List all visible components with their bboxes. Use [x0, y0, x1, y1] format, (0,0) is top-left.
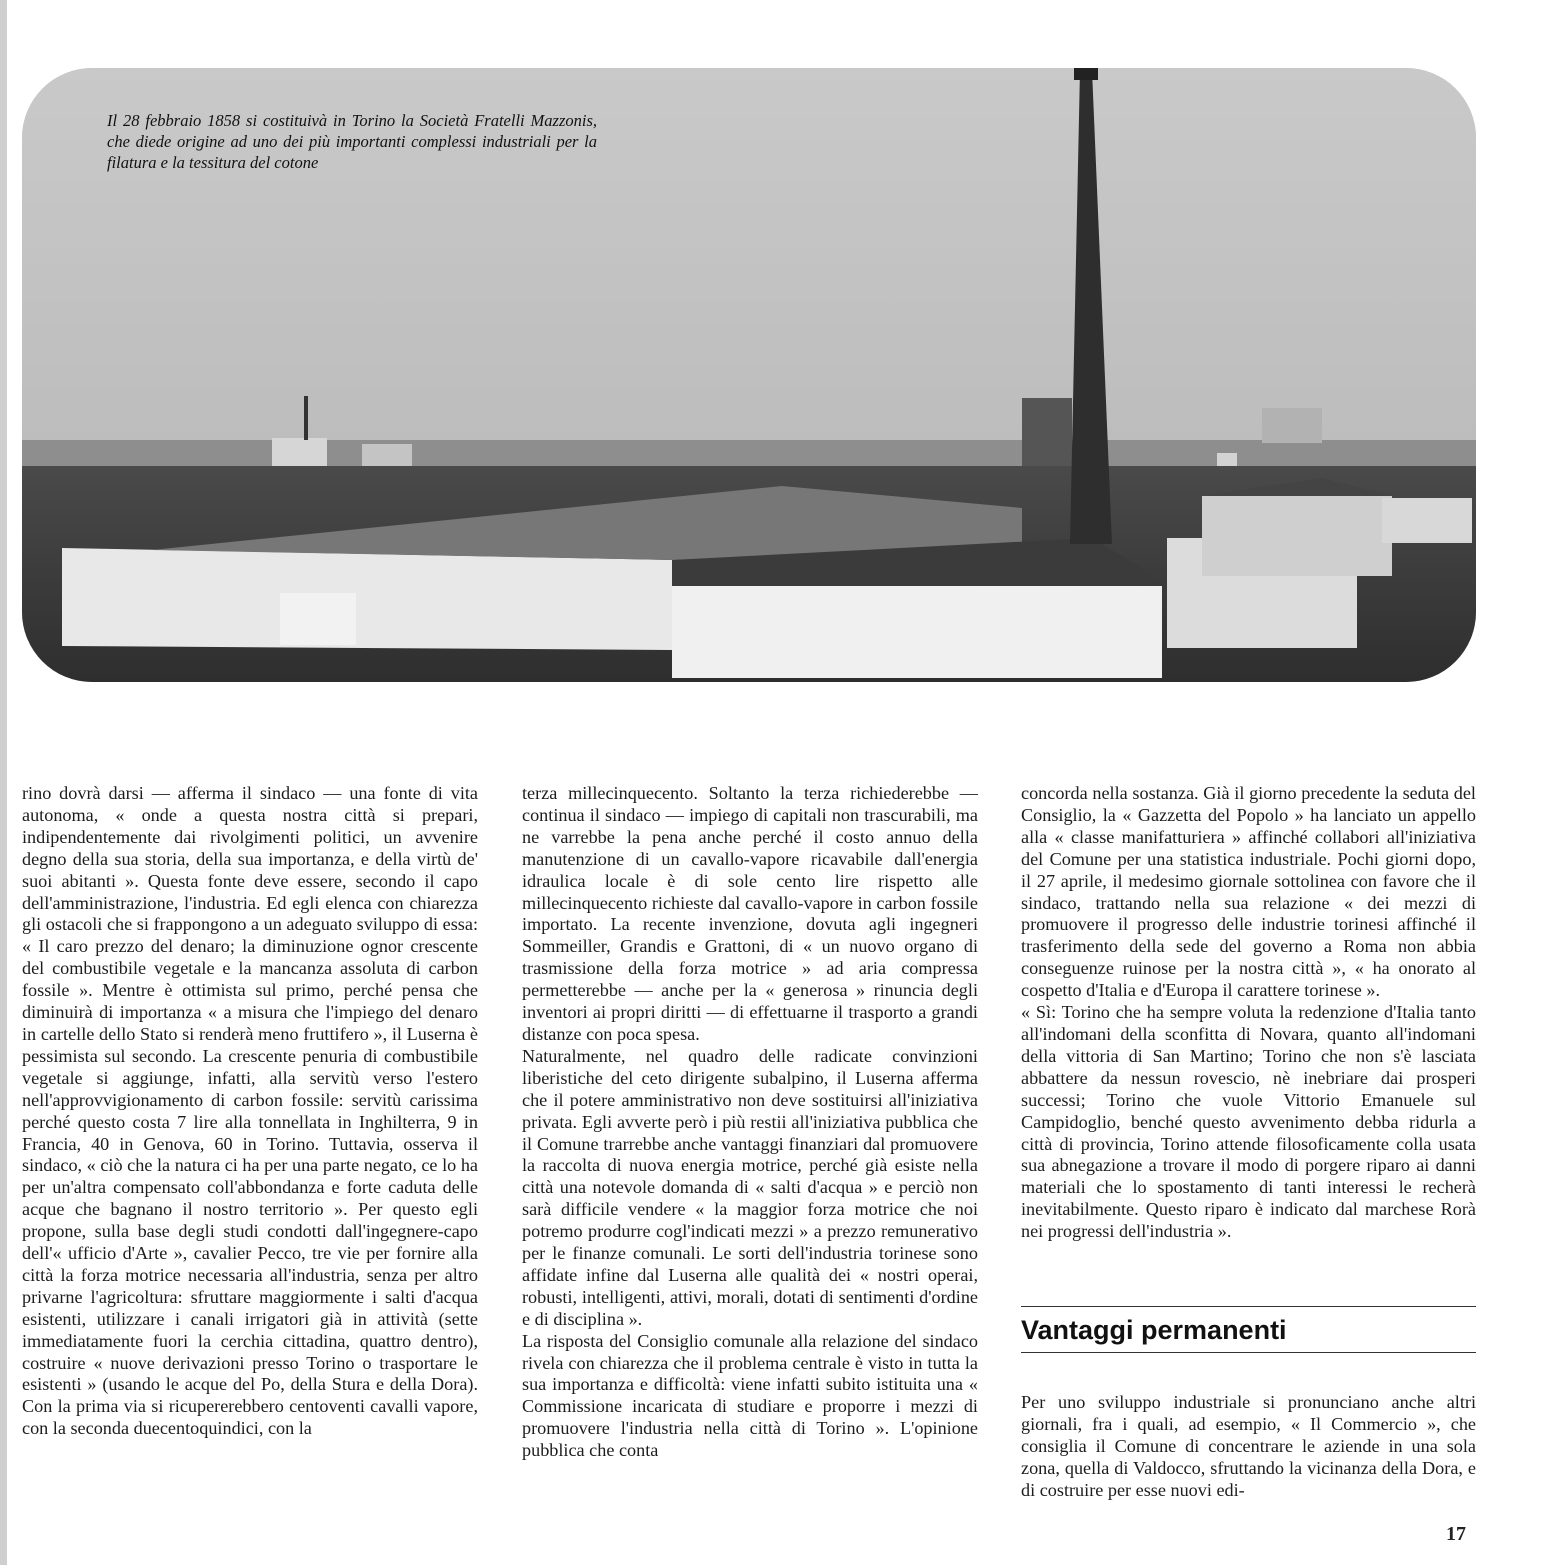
heading-rule-top: [1021, 1306, 1476, 1307]
page-edge: [0, 0, 7, 1565]
page-number: 17: [1446, 1523, 1466, 1545]
factory-photo: [22, 68, 1476, 682]
column-2-paragraph-2: Naturalmente, nel quadro delle radicate convinzioni liberistiche del ceto dirigente subalpino, il Luserna afferma che il potere amministrativo non deve sostituirsi all'iniziativa privata. Egli avverte però i più restii all'iniziativa pubblica che il Comune trarrebbe anche vantaggi finanziari dal promuovere la raccolta di nuova energia motrice, perché già esiste nella città una notevole domanda di « salti d'acqua » e perciò non sarà difficile vendere « la maggior forza motrice che noi potremo produrre cogl'indicati mezzi » a prezzo remunerativo per le finanze comunali. Le sorti dell'industria torinese sono affidate infine dal Luserna alle qualità dei « nostri operai, robusti, intelligenti, attivi, morali, dotati di sentimenti d'ordine e di disciplina ».: [522, 1045, 978, 1329]
caption-text: Il 28 febbraio 1858 si costituivà in Torino la Società Fratelli Mazzonis, che diede origine ad uno dei più importanti complessi industriali per la filatura e la tessitura del cotone: [107, 111, 597, 172]
article-column-1: [22, 783, 478, 1440]
photo-caption: [107, 110, 597, 173]
section-heading: Vantaggi permanenti: [1021, 1315, 1287, 1345]
article-column-3: [1021, 783, 1476, 1243]
column-2-paragraph-1: terza millecinquecento. Soltanto la terza richiederebbe — continua il sindaco — impiego di capitali non trascurabili, ma ne varrebbe la pena anche perché il costo annuo della manutenzione di un cavallo-vapore ricavabile dall'energia idraulica locale è di sole cento lire rispetto alle millecinquecento richieste dal cavallo-vapore in carbon fossile importato. La recente invenzione, dovuta agli ingegneri Sommeiller, Grandis e Grattoni, di « un nuovo organo di trasmissione della forza motrice » ad aria compressa permetterebbe — anche per la « generosa » rinuncia degli inventori ai propri diritti — di effettuarne il trasporto a grandi distanze con poca spesa.: [522, 783, 978, 1044]
column-1-paragraph: rino dovrà darsi — afferma il sindaco — una fonte di vita autonoma, « onde a questa nostra città si prepari, indipendentemente dai rivolgimenti politici, un avvenire degno della sua storia, della sua importanza, e della virtù de' suoi abitanti ». Questa fonte deve essere, secondo il capo dell'amministrazione, l'industria. Ed egli elenca con chiarezza gli ostacoli che si frappongono a un adeguato sviluppo di essa: « Il caro prezzo del denaro; la diminuzione ognor crescente del combustibile vegetale e la mancanza assoluta di carbon fossile ». Mentre è ottimista sul primo, perché pensa che diminuirà di importanza « a misura che l'impiego del denaro in cartelle dello Stato si renderà meno fruttifero », il Luserna è pessimista sul secondo. La crescente penuria di combustibile vegetale si aggiunge, infatti, alla servitù verso l'estero nell'approvvigionamento di carbon fossile: servitù carissima perché questo costa 7 lire alla tonnellata in Inghilterra, 9 in Francia, 40 in Genova, 60 in Torino. Tuttavia, osserva il sindaco, « ciò che la natura ci ha per una parte negato, ce lo ha per un'altra compensato coll'abbondanza e forte caduta delle acque che bagnano il nostro territorio ». Per questo egli propone, sulla base degli studi condotti dall'ingegnere-capo dell'« ufficio d'Arte », cavalier Pecco, tre vie per fornire alla città la forza motrice necessaria all'industria, senza per altro privarne l'agricoltura: sfruttare maggiormente i salti d'acqua esistenti, utilizzare i canali irrigatori già in attività (sette immediatamente fuori la cerchia cittadina, quattro dentro), costruire « nuove derivazioni presso Torino o trasportare le esistenti » (usando le acque del Po, della Stura e della Dora). Con la prima via si ricupererebbero centoventi cavalli vapore, con la seconda duecentoquindici, con la: [22, 783, 478, 1439]
column-3-paragraph-2: « Sì: Torino che ha sempre voluta la redenzione d'Italia tanto all'indomani della sconfitta di Novara, quanto all'indomani della vittoria di San Martino; Torino che non s'è lasciata abbattere da nessun rovescio, nè inebriare dai prosperi successi; Torino che vuole Vittorio Emanuele sul Campidoglio, benché questo avvenimento debba ridurla a città di provincia, Torino attende filosoficamente colla usata sua abnegazione a trovare il modo di porgere riparo ai danni materiali che lo spostamento di tanti interessi le recherà inevitabilmente. Questo riparo è indicato dal marchese Rorà nei progressi dell'industria ».: [1021, 1002, 1476, 1242]
column-3-paragraph-1: concorda nella sostanza. Già il giorno precedente la seduta del Consiglio, la « Gazzetta del Popolo » ha lanciato un appello alla « classe manifatturiera » affinché collabori all'iniziativa del Comune per una statistica industriale. Pochi giorni dopo, il 27 aprile, il medesimo giornale sottolinea con favore che il sindaco, trattando nella sua relazione « dei mezzi di promuovere il progresso delle industrie torinesi affinché il trasferimento della sede del governo a Roma non abbia conseguenze ruinose per la nostra città », « ha onorato al cospetto d'Italia e d'Europa il carattere torinese ».: [1021, 783, 1476, 1001]
heading-rule-bottom: [1021, 1352, 1476, 1353]
article-column-2: [522, 783, 978, 1462]
column-3-paragraph-3: Per uno sviluppo industriale si pronunciano anche altri giornali, fra i quali, ad esempio, « Il Commercio », che consiglia il Comune di concentrare le aziende in una sola zona, quella di Valdocco, sfruttando la vicinanza della Dora, e di costruire per esse nuovi edi-: [1021, 1392, 1476, 1500]
column-2-paragraph-3: La risposta del Consiglio comunale alla relazione del sindaco rivela con chiarezza che il problema centrale è visto in tutta la sua importanza e difficoltà: viene infatti subito istituita una « Commissione incaricata di studiare e proporre i mezzi di promuovere l'industria nella città di Torino ». L'opinione pubblica che conta: [522, 1330, 978, 1461]
article-column-3-continued: [1021, 1392, 1476, 1502]
